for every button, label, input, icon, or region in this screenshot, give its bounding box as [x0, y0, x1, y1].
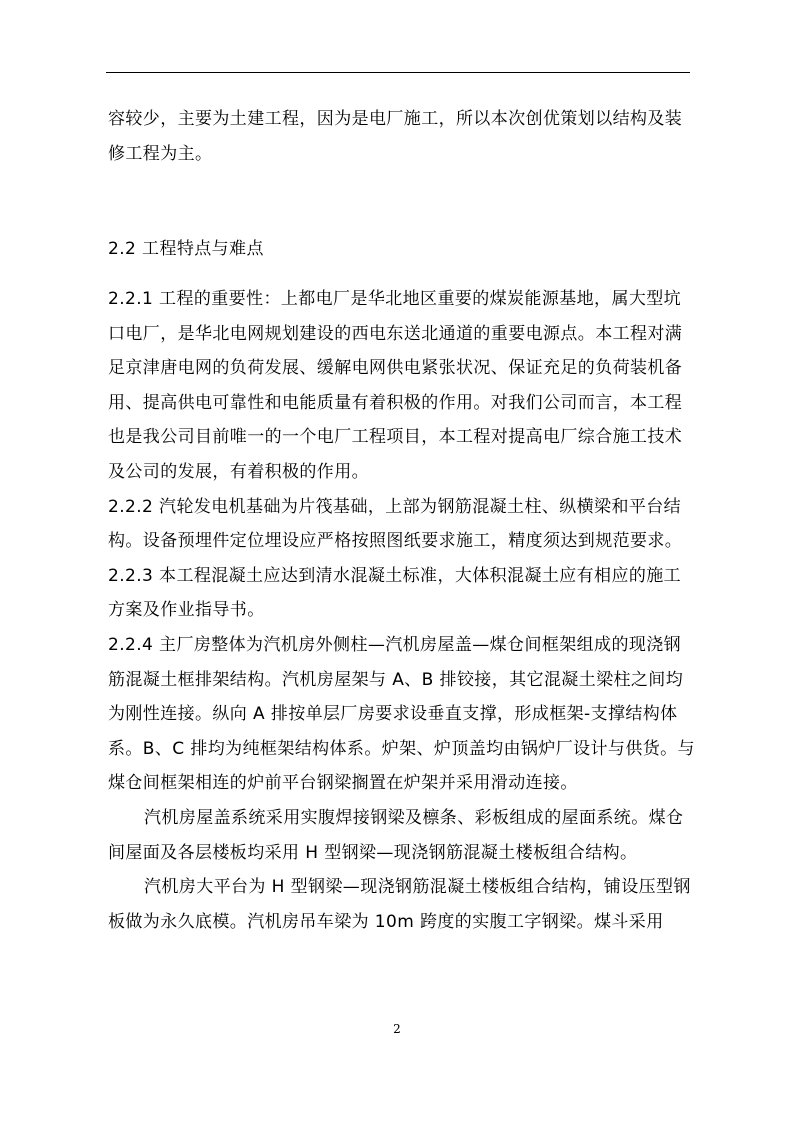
text-line: 筋混凝土框排架结构。汽机房屋架与 A、B 排铰接，其它混凝土梁柱之间均	[108, 669, 684, 690]
text-line: 容较少，主要为土建工程，因为是电厂施工，所以本次创优策划以结构及装	[108, 109, 683, 129]
text-line: 口电厂，是华北电网规划建设的西电东送北通道的重要电源点。本工程对满	[108, 323, 683, 344]
text-line: 为刚性连接。纵向 A 排按单层厂房要求设垂直支撑，形成框架-支撑结构体	[108, 704, 678, 725]
page-number: 2	[393, 1022, 401, 1036]
text-line: 系。B、C 排均为纯框架结构体系。炉架、炉顶盖均由锅炉厂设计与供货。与	[108, 738, 695, 759]
intro-paragraph	[108, 102, 692, 171]
text-line: 足京津唐电网的负荷发展、缓解电网供电紧张状况、保证充足的负荷装机备	[108, 358, 683, 379]
text-line: 煤仓间框架相连的炉前平台钢梁搁置在炉架并采用滑动连接。	[108, 773, 578, 794]
body-text	[108, 282, 695, 939]
text-line: 2.2.2 汽轮发电机基础为片筏基础，上部为钢筋混凝土柱、纵横梁和平台结	[108, 496, 682, 517]
text-line: 2.2.4 主厂房整体为汽机房外侧柱—汽机房屋盖—煤仓间框架组成的现浇钢	[108, 634, 682, 655]
text-line: 方案及作业指导书。	[108, 600, 265, 621]
text-line: 2.2.3 本工程混凝土应达到清水混凝土标准，大体积混凝土应有相应的施工	[108, 565, 682, 586]
text-line: 间屋面及各层楼板均采用 H 型钢梁—现浇钢筋混凝土楼板组合结构。	[108, 842, 638, 863]
text-line: 修工程为主。	[108, 143, 213, 164]
text-line: 也是我公司目前唯一的一个电厂工程项目，本工程对提高电厂综合施工技术	[108, 427, 683, 448]
text-line: 2.2.1 工程的重要性：上都电厂是华北地区重要的煤炭能源基地，属大型坑	[108, 289, 682, 309]
text-line: 用、提高供电可靠性和电能质量有着积极的作用。对我们公司而言，本工程	[108, 392, 683, 413]
header-rule	[106, 72, 690, 73]
text-line: 板做为永久底模。汽机房吊车梁为 10m 跨度的实腹工字钢梁。煤斗采用	[108, 911, 664, 932]
text-line: 及公司的发展，有着积极的作用。	[108, 461, 369, 482]
text-line: 构。设备预埋件定位埋设应严格按照图纸要求施工，精度须达到规范要求。	[108, 531, 683, 552]
section-heading-block	[108, 232, 692, 267]
text-line: 汽机房屋盖系统采用实腹焊接钢梁及檩条、彩板组成的屋面系统。煤仓	[144, 807, 684, 828]
text-line: 汽机房大平台为 H 型钢梁—现浇钢筋混凝土楼板组合结构，铺设压型钢	[144, 877, 691, 898]
section-heading: 2.2 工程特点与难点	[108, 239, 264, 259]
